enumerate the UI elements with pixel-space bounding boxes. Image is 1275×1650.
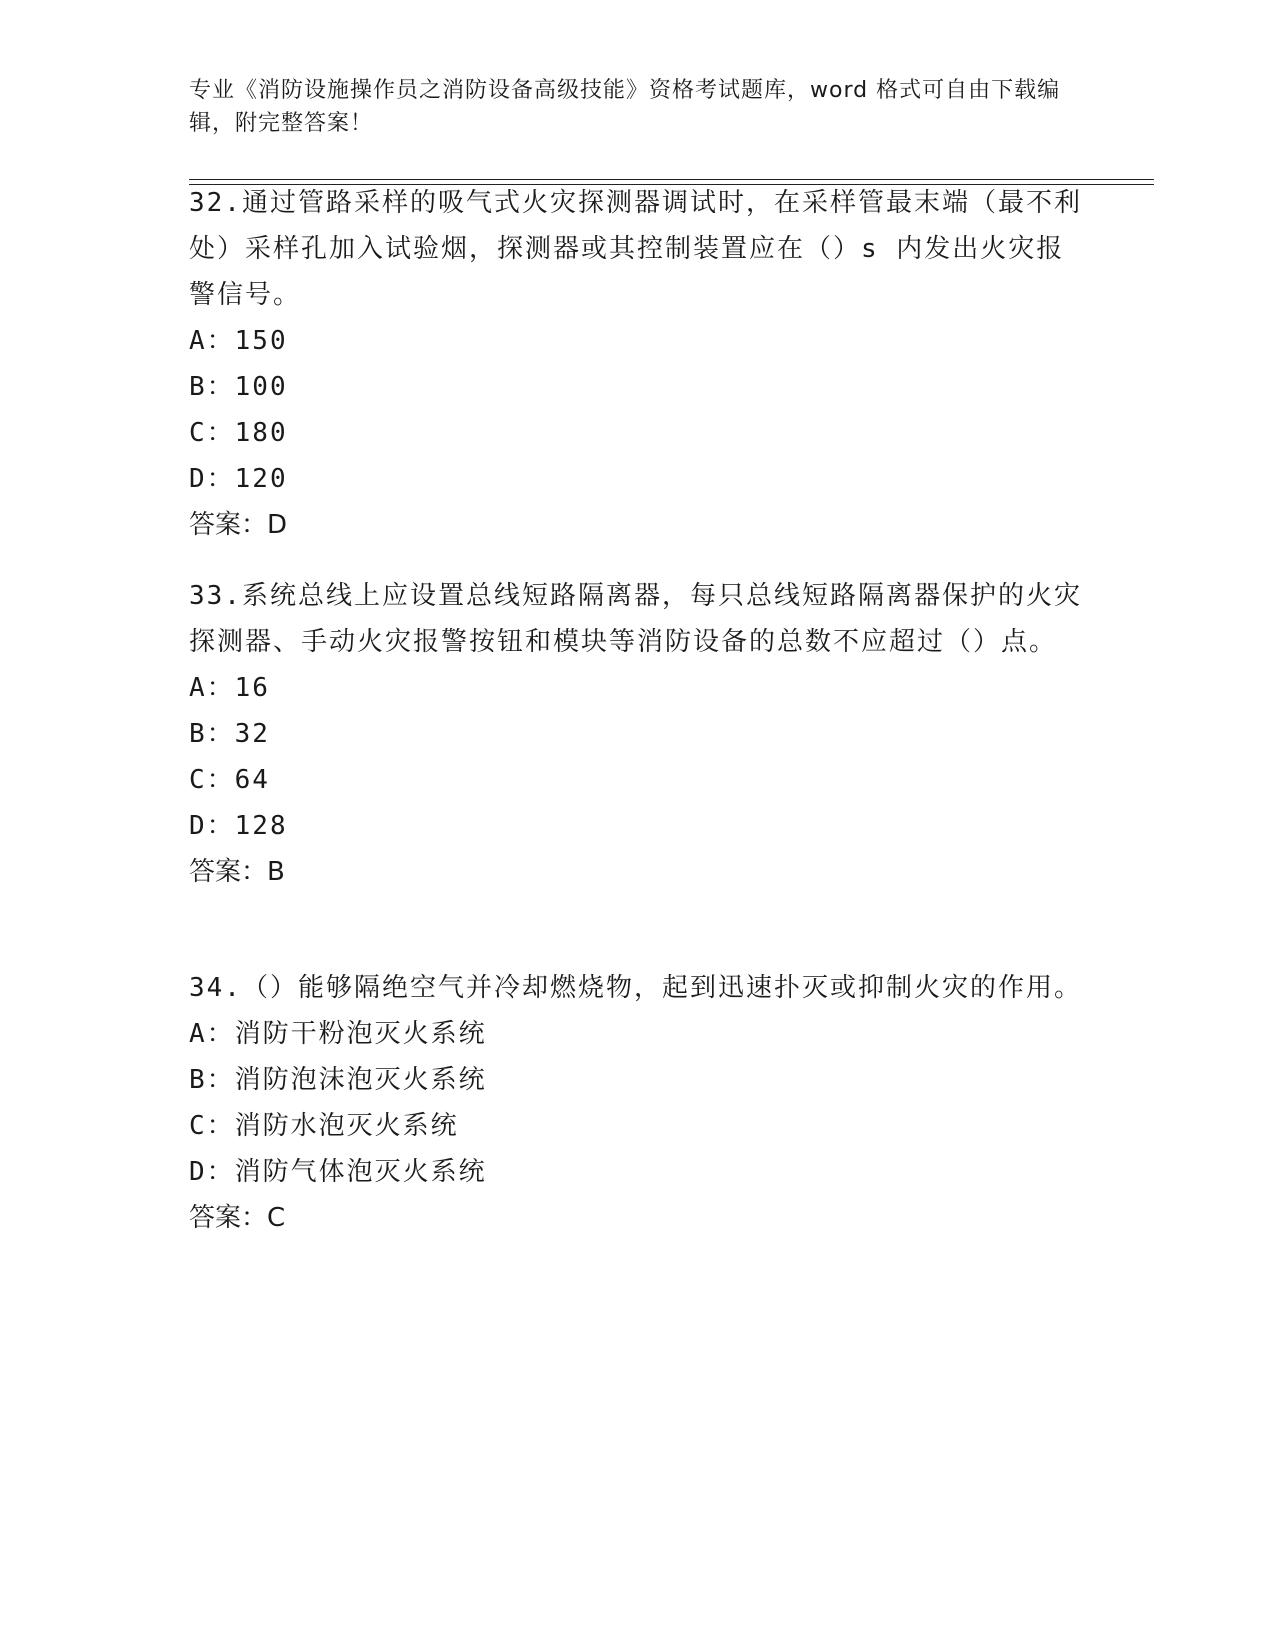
answer-line: 答案：D	[189, 510, 288, 540]
answer-line: 答案：B	[189, 857, 285, 887]
option-b: B：100	[189, 372, 288, 402]
option-b: B：消防泡沫泡灭火系统	[189, 1065, 487, 1095]
option-d: D：消防气体泡灭火系统	[189, 1157, 487, 1187]
option-a: A：16	[189, 673, 270, 703]
question-33	[189, 573, 1089, 895]
question-text: 33.系统总线上应设置总线短路隔离器，每只总线短路隔离器保护的火灾探测器、手动火灾报警按钮和模块等消防设备的总数不应超过（）点。	[189, 581, 1082, 657]
option-c: C：180	[189, 418, 288, 448]
option-a: A：消防干粉泡灭火系统	[189, 1019, 487, 1049]
option-b: B：32	[189, 719, 270, 749]
option-c: C：消防水泡灭火系统	[189, 1111, 459, 1141]
document-intro: 专业《消防设施操作员之消防设备高级技能》资格考试题库，word 格式可自由下载编辑，附完整答案！	[189, 78, 1061, 136]
option-a: A：150	[189, 326, 288, 356]
question-32	[189, 180, 1089, 548]
option-c: C：64	[189, 765, 270, 795]
question-text: 34.（）能够隔绝空气并冷却燃烧物，起到迅速扑灭或抑制火灾的作用。	[189, 973, 1082, 1003]
answer-line: 答案：C	[189, 1203, 286, 1233]
option-d: D：120	[189, 464, 288, 494]
option-d: D：128	[189, 811, 288, 841]
question-34	[189, 965, 1089, 1241]
question-text: 32.通过管路采样的吸气式火灾探测器调试时，在采样管最末端（最不利处）采样孔加入试验烟，探测器或其控制装置应在（）s 内发出火灾报警信号。	[189, 188, 1082, 310]
